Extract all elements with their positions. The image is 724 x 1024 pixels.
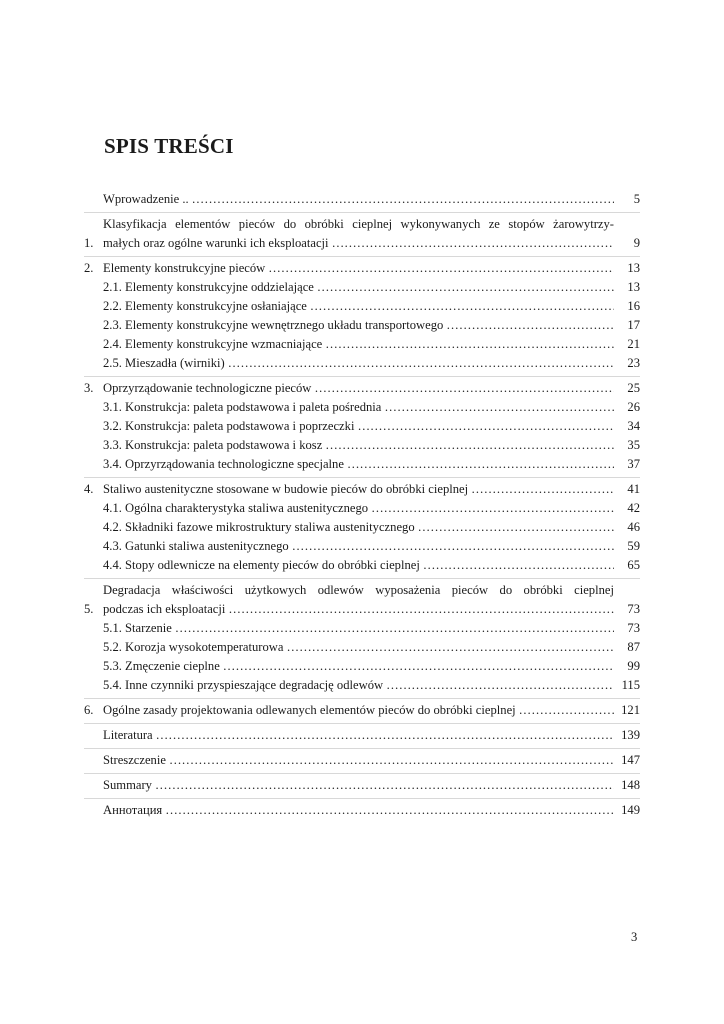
dot-leader [162,801,614,820]
dot-leader [415,518,614,537]
dot-leader [265,259,614,278]
toc-page-number: 139 [621,728,640,742]
toc-entry-literatura[interactable] [84,726,640,745]
toc-entry-title: 2.5. Mieszadła (wirniki) [103,356,225,370]
toc-entry-section-2[interactable] [84,259,640,278]
toc-entry-section-6[interactable] [84,701,640,720]
toc-entry-title: 4.1. Ogólna charakterystyka staliwa austenitycznego [103,501,369,515]
dot-leader [283,638,614,657]
toc-entry-title: Staliwo austenityczne stosowane w budowie pieców do obróbki cieplnej [103,482,469,496]
table-of-contents [84,190,640,820]
toc-page-number: 9 [633,236,640,250]
toc-page-number: 41 [627,482,640,496]
toc-page-number: 147 [621,753,640,767]
toc-entry-title: 3.3. Konstrukcja: paleta podstawowa i kosz [103,438,323,452]
toc-entry-5-3[interactable] [84,657,640,676]
toc-entry-title: Аннотация [103,803,163,817]
toc-page-number: 23 [627,356,640,370]
dot-leader [516,701,614,720]
toc-entry-title: 3.2. Konstrukcja: paleta podstawowa i poprzeczki [103,419,355,433]
toc-entry-3-3[interactable] [84,436,640,455]
toc-entry-title: 4.2. Składniki fazowe mikrostruktury staliwa austenitycznego [103,520,415,534]
toc-entry-annotation[interactable] [84,801,640,820]
toc-entry-title: 5.3. Zmęczenie cieplne [103,659,220,673]
toc-entry-title: Summary [103,778,152,792]
dot-leader [289,537,614,556]
toc-page-number: 121 [621,703,640,717]
toc-entry-title: 5.1. Starzenie [103,621,172,635]
toc-page-number: 21 [627,337,640,351]
toc-entry-5-4[interactable] [84,676,640,695]
toc-entry-title-line1: Klasyfikacja elementów pieców do obróbki cieplnej wykonywanych ze stopów żarowytrzy- [103,217,614,231]
divider [84,376,640,377]
dot-leader [189,190,614,209]
toc-entry-section-1[interactable] [84,215,640,253]
toc-entry-3-4[interactable] [84,455,640,474]
toc-entry-2-3[interactable] [84,316,640,335]
toc-page-number: 13 [627,280,640,294]
section-number: 1. [84,236,94,250]
toc-page-number: 35 [627,438,640,452]
dot-leader [311,379,614,398]
divider [84,748,640,749]
dot-leader [307,297,614,316]
toc-entry-title: Literatura [103,728,153,742]
toc-entry-title: 5.4. Inne czynniki przyspieszające degradację odlewów [103,678,384,692]
dot-leader [225,354,614,373]
dot-leader [368,499,614,518]
toc-entry-title: 2.3. Elementy konstrukcyjne wewnętrznego układu transportowego [103,318,444,332]
dot-leader [322,335,614,354]
dot-leader [420,556,614,575]
toc-entry-title: Ogólne zasady projektowania odlewanych elementów pieców do obróbki cieplnej [103,703,516,717]
dot-leader [468,480,614,499]
section-number: 4. [84,482,94,496]
toc-entry-title: 2.4. Elementy konstrukcyjne wzmacniające [103,337,323,351]
divider [84,698,640,699]
toc-page-number: 149 [621,803,640,817]
toc-page-number: 73 [627,621,640,635]
toc-entry-title-line2: małych oraz ogólne warunki ich eksploatacji [103,236,329,250]
dot-leader [443,316,614,335]
toc-entry-title: Wprowadzenie .. [103,192,189,206]
toc-entry-section-3[interactable] [84,379,640,398]
dot-leader [329,234,614,253]
dot-leader [152,776,614,795]
dot-leader [314,278,614,297]
toc-entry-title: 3.4. Oprzyrządowania technologiczne specjalne [103,457,344,471]
toc-entry-title: 4.4. Stopy odlewnicze na elementy pieców do obróbki cieplnej [103,558,420,572]
dot-leader [153,726,614,745]
dot-leader [354,417,614,436]
toc-page-number: 25 [627,381,640,395]
divider [84,477,640,478]
toc-entry-title: Elementy konstrukcyjne pieców [103,261,266,275]
toc-entry-4-3[interactable] [84,537,640,556]
toc-page-number: 99 [627,659,640,673]
toc-entry-2-4[interactable] [84,335,640,354]
toc-page-number: 73 [627,602,640,616]
divider [84,578,640,579]
toc-entry-title: 2.1. Elementy konstrukcyjne oddzielające [103,280,314,294]
dot-leader [383,676,614,695]
toc-entry-4-2[interactable] [84,518,640,537]
toc-page-number: 34 [627,419,640,433]
toc-entry-title: 4.3. Gatunki staliwa austenitycznego [103,539,289,553]
toc-entry-2-2[interactable] [84,297,640,316]
toc-page-number: 5 [633,192,640,206]
divider [84,773,640,774]
divider [84,212,640,213]
toc-page-number: 148 [621,778,640,792]
toc-entry-4-4[interactable] [84,556,640,575]
toc-entry-title-line1: Degradacja właściwości użytkowych odlewów wyposażenia pieców do obróbki cieplnej [103,583,614,597]
toc-page-number: 37 [627,457,640,471]
toc-entry-title: 3.1. Konstrukcja: paleta podstawowa i paleta pośrednia [103,400,382,414]
dot-leader [166,751,614,770]
toc-entry-title: 5.2. Korozja wysokotemperaturowa [103,640,284,654]
section-number: 3. [84,381,94,395]
dot-leader [225,600,614,619]
toc-page-number: 26 [627,400,640,414]
page-title: SPIS TREŚCI [104,134,234,158]
divider [84,723,640,724]
toc-entry-5-2[interactable] [84,638,640,657]
toc-entry-summary[interactable] [84,776,640,795]
toc-entry-section-5[interactable] [84,581,640,619]
dot-leader [322,436,614,455]
dot-leader [220,657,614,676]
toc-entry-3-1[interactable] [84,398,640,417]
toc-entry-5-1[interactable] [84,619,640,638]
toc-page-number: 65 [627,558,640,572]
toc-page-number: 13 [627,261,640,275]
toc-entry-title: Oprzyrządowanie technologiczne pieców [103,381,312,395]
toc-page-number: 16 [627,299,640,313]
section-number: 5. [84,602,94,616]
section-number: 2. [84,261,94,275]
toc-page-number: 115 [621,678,640,692]
dot-leader [172,619,614,638]
divider [84,798,640,799]
toc-entry-streszczenie[interactable] [84,751,640,770]
toc-entry-2-5[interactable] [84,354,640,373]
dot-leader [381,398,614,417]
toc-entry-4-1[interactable] [84,499,640,518]
toc-entry-introduction[interactable] [84,190,640,209]
toc-page-number: 87 [627,640,640,654]
toc-entry-3-2[interactable] [84,417,640,436]
toc-entry-title: Streszczenie [103,753,166,767]
toc-entry-section-4[interactable] [84,480,640,499]
dot-leader [344,455,614,474]
page-number: 3 [631,930,638,944]
toc-entry-title: 2.2. Elementy konstrukcyjne osłaniające [103,299,307,313]
toc-page-number: 42 [627,501,640,515]
section-number: 6. [84,703,94,717]
toc-page-number: 17 [627,318,640,332]
divider [84,256,640,257]
toc-page-number: 59 [627,539,640,553]
toc-entry-title-line2: podczas ich eksploatacji [103,602,226,616]
toc-page-number: 46 [627,520,640,534]
toc-entry-2-1[interactable] [84,278,640,297]
